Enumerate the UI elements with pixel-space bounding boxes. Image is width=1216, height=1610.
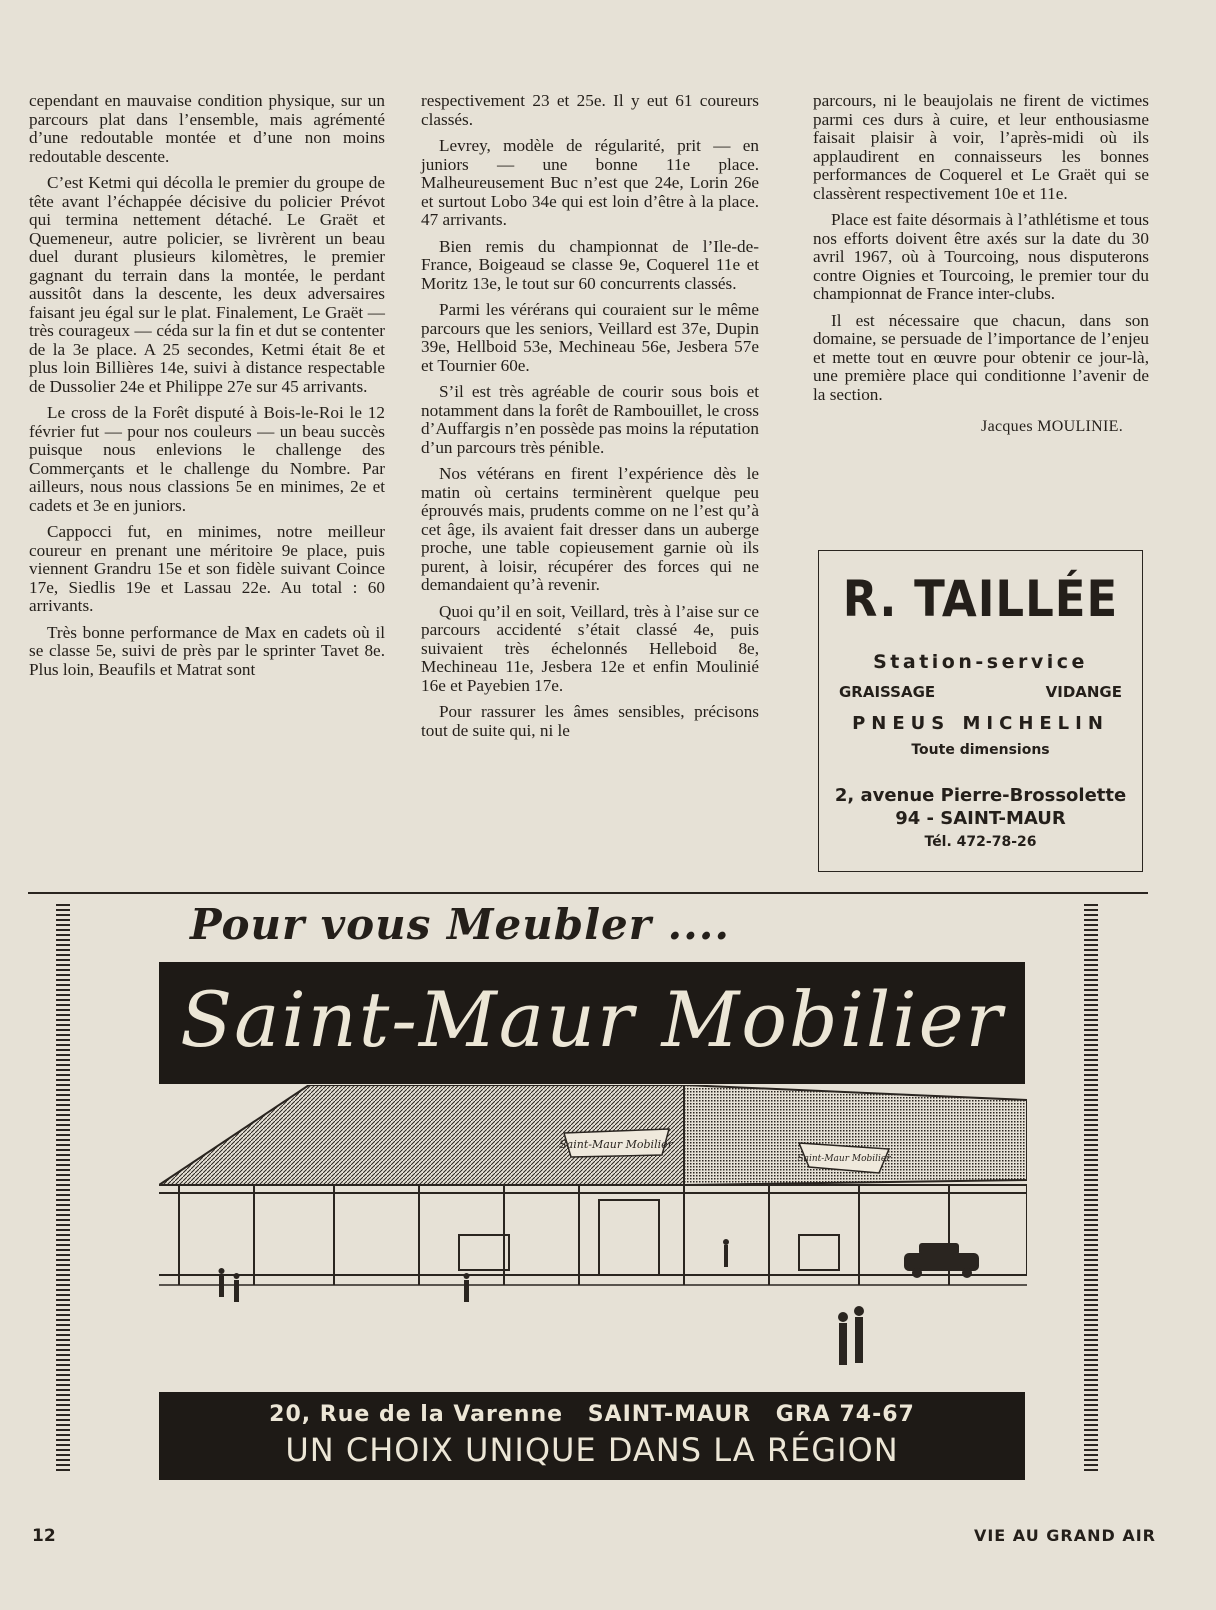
decorative-stripes-left (56, 904, 70, 1474)
ad-services-row (819, 683, 1142, 701)
ad-vidange: VIDANGE (1045, 683, 1122, 701)
article-column-3 (813, 92, 1149, 437)
article-column-1 (29, 92, 385, 687)
paragraph: Quoi qu’il en soit, Veillard, très à l’aise sur ce parcours accidenté s’était classé 4e, puis suivaient très échelonnés Helleboid 8e, Mechineau 11e, Jesbera 12e et enfin Moulinié 16e et Payebien 17e. (421, 601, 759, 695)
paragraph: parcours, ni le beaujolais ne firent de victimes parmi ces durs à cuire, et leur enthousiasme faisait plaisir à voir, l’après-midi où ils applaudirent en connaisseurs les bonnes performances de Coquerel et Le Graët qui se classèrent respectivement 10e et 11e. (813, 91, 1149, 203)
paragraph: Place est faite désormais à l’athlétisme et tous nos efforts doivent être axés sur la date du 30 avril 1967, où à Tourcoing, nous disputerons contre Oignies et Tourcoing, le premier tour du championnat de France inter-clubs. (813, 210, 1149, 303)
paragraph: Cappocci fut, en minimes, notre meilleur coureur en prenant une méritoire 9e place, puis viennent Grandru 15e et son fidèle suivant Coince 17e, Siedlis 19e et Lassau 22e. Au total : 60 arrivants. (29, 522, 385, 615)
people-figures (219, 1239, 865, 1365)
paragraph: Levrey, modèle de régularité, prit — en juniors — une bonne 11e place. Malheureusement Buc n’est que 24e, Lorin 26e et surtout Lobo 34e qui est loin d’être à la place. 47 arrivants. (421, 136, 759, 229)
ad-business-name: R. TAILLÉE (842, 570, 1119, 628)
store-city: SAINT-MAUR (587, 1402, 752, 1427)
storefront-illustration (159, 1085, 1027, 1385)
paragraph: Bien remis du championnat de l’Ile-de-France, Boigeaud se classe 9e, Coquerel 11e et Moritz 13e, le tout sur 60 concurrents classés. (421, 236, 759, 293)
ad-service: Station-service (873, 651, 1088, 673)
section-divider (28, 892, 1148, 894)
store-address: 20, Rue de la Varenne (269, 1402, 564, 1427)
store-name: Saint-Maur Mobilier (180, 975, 1004, 1064)
magazine-title: VIE AU GRAND AIR (973, 1526, 1156, 1545)
ad-pneus: PNEUS MICHELIN (852, 713, 1109, 734)
ad-dimensions: Toute dimensions (911, 742, 1050, 758)
decorative-stripes-right (1084, 904, 1098, 1474)
paragraph: respectivement 23 et 25e. Il y eut 61 coureurs classés. (421, 91, 759, 129)
paragraph: C’est Ketmi qui décolla le premier du groupe de tête avant l’échappée décisive du policier Prévot qui termina nettement détaché. Le Graët et Quemeneur, autre policier, se livrèrent un beau duel durant plusieurs kilomètres, le premier gagnant du terrain dans la montée, le perdant aussitôt dans la descente, les deux adversaires faisant jeu égal sur le plat. Finalement, Le Graët — très courageux — céda sur la fin et dut se contenter de la 3e place. A 25 secondes, Ketmi était 8e et plus loin Billières 14e, suivi à distance respectable de Dussolier 24e et Philippe 27e sur 45 arrivants. (29, 173, 385, 396)
paragraph: Pour rassurer les âmes sensibles, précisons tout de suite qui, ni le (421, 702, 759, 740)
store-slogan: UN CHOIX UNIQUE DANS LA RÉGION (285, 1431, 899, 1469)
sign-text-2: Saint-Maur Mobilier (797, 1154, 891, 1164)
ad-phone: Tél. 472-78-26 (924, 834, 1037, 850)
signboard-1 (559, 1129, 673, 1157)
ad-address-line-2: 94 - SAINT-MAUR (895, 808, 1066, 829)
ad-address-line-1: 2, avenue Pierre-Brossolette (834, 785, 1127, 806)
page-number: 12 (32, 1526, 56, 1546)
store-name-banner (159, 962, 1025, 1084)
ad-graissage: GRAISSAGE (839, 683, 936, 701)
paragraph: Le cross de la Forêt disputé à Bois-le-Roi le 12 février fut — pour nos couleurs — un beau succès puisque nous enlevions le challenge des Commerçants et le challenge du Nombre. Par ailleurs, nous nous classions 5e en minimes, 2e et cadets et 3e en juniors. (29, 403, 385, 515)
sign-text-1: Saint-Maur Mobilier (559, 1138, 673, 1151)
ad-tagline: Pour vous Meubler .... (190, 900, 731, 949)
store-phone: GRA 74-67 (775, 1402, 915, 1427)
paragraph: cependant en mauvaise condition physique, sur un parcours plat dans l’ensemble, mais agrémenté d’une redoutable montée et d’une non moins redoutable descente. (29, 91, 385, 166)
paragraph: Nos vétérans en firent l’expérience dès le matin où certains terminèrent quelque peu éprouvés mais, prudents comme on ne l’est qu’à cet âge, ils avaient fait dresser dans un auberge proche, une table copieusement garnie où ils purent, à loisir, récupérer des forces qui ne demandaient qu’à revenir. (421, 464, 759, 594)
storefront-windows (159, 1185, 1027, 1285)
article-column-2 (421, 92, 759, 748)
author-signature: Jacques MOULINIE. (981, 418, 1123, 435)
paragraph: Très bonne performance de Max en cadets où il se classe 5e, suivi de près par le sprinter Tavet 8e. Plus loin, Beaufils et Matrat sont (29, 622, 385, 679)
paragraph: Il est nécessaire que chacun, dans son domaine, se persuade de l’importance de l’enjeu et mette tout en œuvre pour obtenir ce jour-là, une première place qui conditionne l’avenir de la section. (813, 310, 1149, 404)
taillee-advertisement (818, 550, 1143, 872)
store-address-banner (159, 1392, 1025, 1480)
car (904, 1243, 979, 1278)
paragraph: Parmi les vérérans qui couraient sur le même parcours que les seniors, Veillard est 37e, Dupin 39e, Hellboid 53e, Mechineau 56e, Jesbera 57e et Tournier 60e. (421, 300, 759, 375)
paragraph: S’il est très agréable de courir sous bois et notamment dans la forêt de Rambouillet, le cross d’Auffargis n’en possède pas moins la réputation d’un parcours très pénible. (421, 382, 759, 457)
